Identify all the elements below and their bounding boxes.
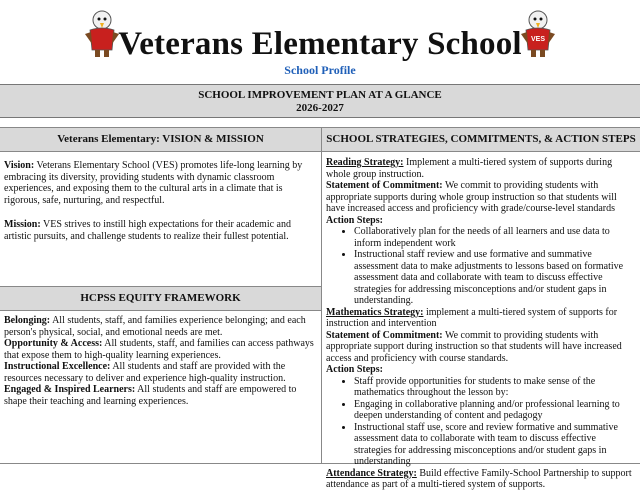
strategies-column [322,127,640,490]
vision-mission-heading: Veterans Elementary: VISION & MISSION [0,128,321,152]
equity-item-label: Instructional Excellence: [4,361,111,372]
equity-item-text: All students and staff are provided with the resources necessary to deliver and experience high-quality instruction. [4,361,286,384]
equity-item-label: Belonging: [4,315,51,326]
equity-item [4,338,316,361]
school-title: Veterans Elementary School [118,26,522,62]
action-steps-label: Action Steps: [326,364,383,375]
attendance-strategy-text: Build effective Family-School Partnership to support attendance as part of a multi-tiered system of supports. [326,467,632,490]
banner-year: 2026-2027 [296,102,344,114]
strategies-heading: SCHOOL STRATEGIES, COMMITMENTS, & ACTION STEPS [322,128,640,152]
attendance-strategy-label: Attendance Strategy: [326,467,417,479]
reading-commitment-text: We commit to providing students with appropriate supports during whole group instruction so that students will have increased access and proficiency with grade/course-level standards [326,180,617,214]
reading-commitment [326,180,634,215]
equity-framework-heading: HCPSS EQUITY FRAMEWORK [0,286,321,311]
list-item: • Staff provide opportunities for students to make sense of the mathematics throughout the lesson by: [354,376,634,399]
math-action-steps [326,376,634,468]
equity-item-text: All students and staff are empowered to shape their teaching and learning experiences. [4,384,297,407]
vision-mission-column [0,127,322,464]
reading-strategy-text: Implement a multi-tiered system of supports during whole group instruction. [326,157,613,180]
mascot-jersey-text: VES [530,36,546,43]
equity-item-label: Engaged & Inspired Learners: [4,384,136,395]
equity-item-text: All students, staff, and families can access pathways that expose them to high-quality learning experiences. [4,338,314,361]
equity-item [4,361,316,384]
vision-paragraph [0,152,321,206]
equity-item [4,315,316,338]
plan-banner [0,84,640,118]
attendance-strategy [326,468,634,491]
reading-strategy-label: Reading Strategy: [326,157,404,168]
action-steps-label: Action Steps: [326,214,383,226]
strategies-body [322,152,640,491]
equity-item-text: All students, staff, and families experience belonging; and each person's physical, social, and emotional needs are met. [4,315,306,338]
list-item: • Engaging in collaborative planning and/or professional learning to deepen understanding of content and pedagogy [354,399,634,422]
math-commitment [326,330,634,365]
mission-label: Mission: [4,219,41,230]
vision-label: Vision: [4,160,35,171]
math-strategy-text: implement a multi-tiered system of supports for instruction and intervention [326,306,618,329]
mission-text: VES strives to instill high expectations for their academic and artistic pursuits, and challenge students to realize their fullest potential. [4,219,291,242]
math-strategy-label: Mathematics Strategy: [326,306,424,318]
math-strategy [326,307,634,330]
banner-title: SCHOOL IMPROVEMENT PLAN AT A GLANCE [198,89,442,101]
page-header [0,0,640,80]
mission-paragraph [0,206,321,242]
equity-item [4,384,316,407]
list-item: • Instructional staff review and use formative and summative assessment data to make adjustments to lessons based on formative assessment data and collaborate with team to discuss effective strategies for addressing misconceptions and/or student gaps in understanding. [354,249,634,307]
commitment-label: Statement of Commitment: [326,180,443,191]
equity-framework-list [4,315,316,407]
math-commitment-text: We commit to providing students with appropriate support during instruction so that students will have increased access and proficiency with course standards. [326,329,622,364]
reading-action-steps [326,226,634,307]
list-item: • Collaboratively plan for the needs of all learners and use data to inform independent work [354,226,634,249]
vision-text: Veterans Elementary School (VES) promotes life-long learning by embracing its diversity, providing students with dynamic classroom experiences, and exposing them to the cultural arts in a climate that is rigorous, safe, nurturing, and respectful. [4,160,303,206]
reading-strategy [326,157,634,180]
equity-item-label: Opportunity & Access: [4,338,103,349]
school-profile-link[interactable]: School Profile [284,63,356,77]
list-item: • Instructional staff use, score and review formative and summative assessment data to collaborate with team to discuss effective strategies for addressing misconceptions and/or student gaps in understanding [354,422,634,468]
commitment-label: Statement of Commitment: [326,329,443,341]
